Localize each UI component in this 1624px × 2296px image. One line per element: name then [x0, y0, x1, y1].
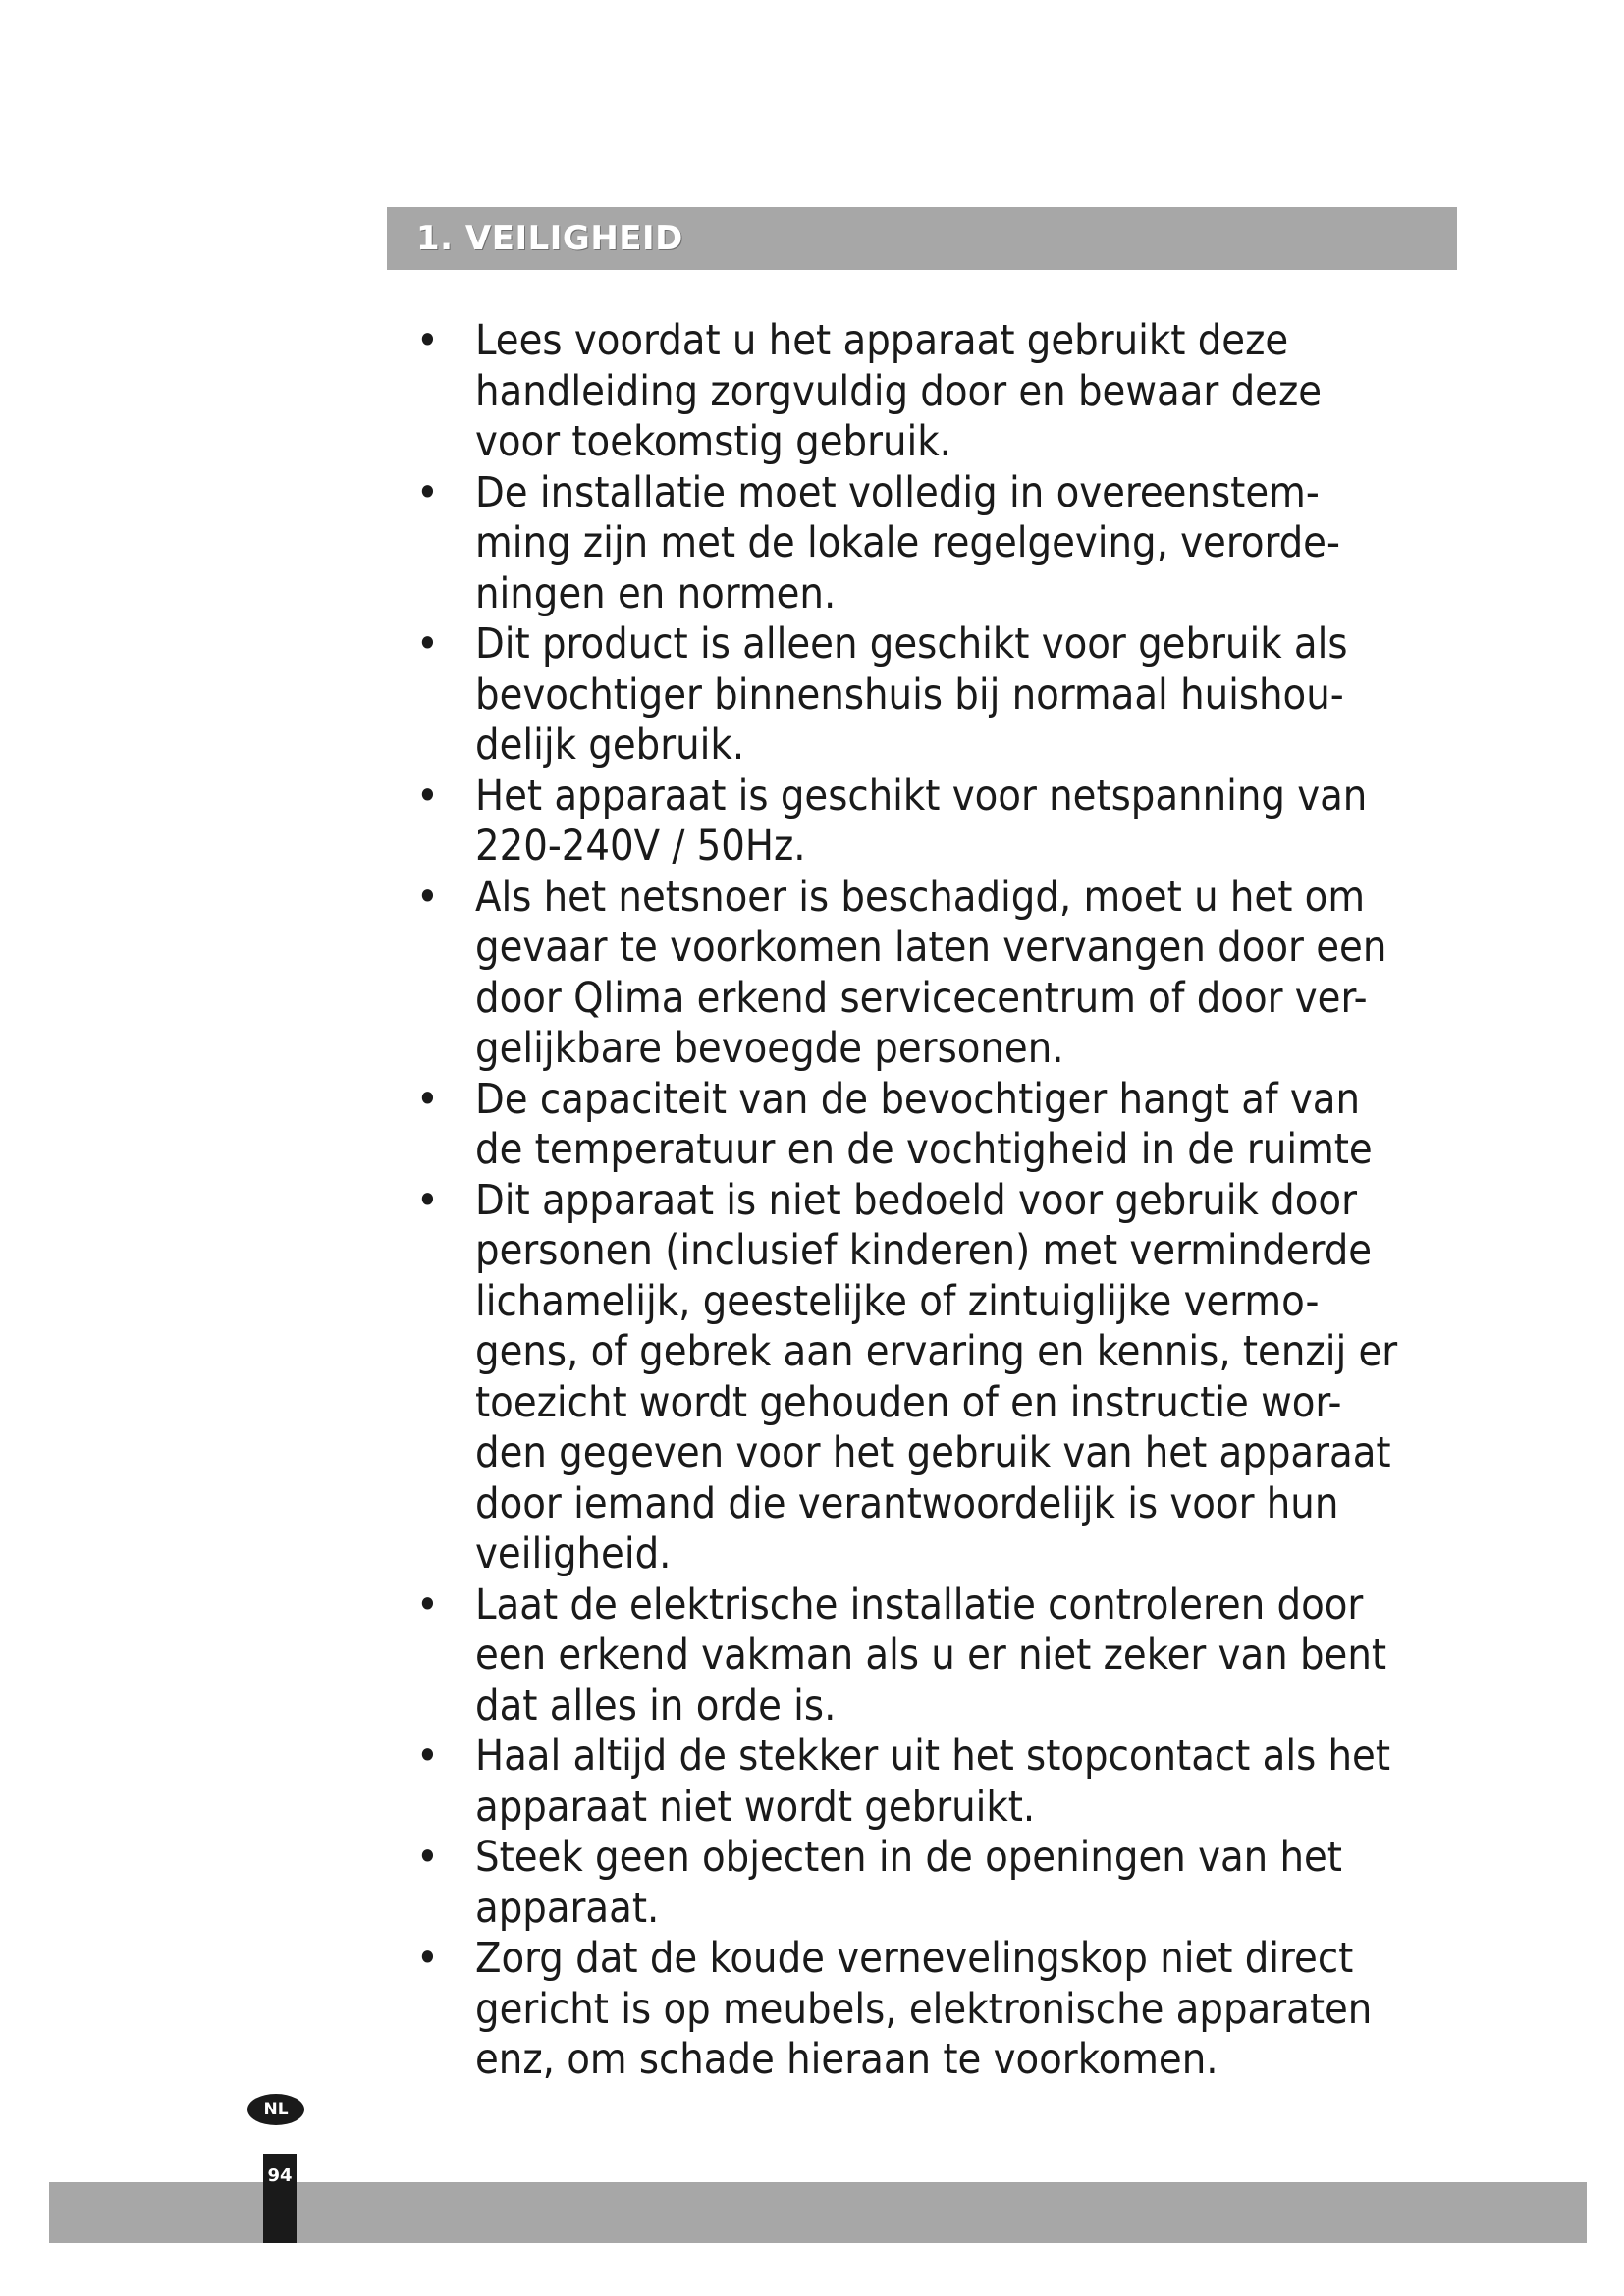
bullet-icon: • [416, 1074, 439, 1124]
list-item [406, 619, 1473, 772]
list-item [406, 1580, 1473, 1733]
list-item [406, 1176, 1473, 1580]
list-item [406, 873, 1473, 1075]
bullet-icon: • [416, 1579, 439, 1629]
language-badge: NL [247, 2094, 304, 2125]
list-item-text: Laat de elektrische installatie controleren door een erkend vakman als u er niet zeker van bent dat alles in orde is. [475, 1579, 1387, 1731]
list-item [406, 1934, 1473, 2086]
list-item-text: Als het netsnoer is beschadigd, moet u het om gevaar te voorkomen laten vervangen door een door Qlima erkend servicecentrum of door ver- gelijkbare bevoegde personen. [475, 872, 1387, 1073]
list-item-text: Lees voordat u het apparaat gebruikt deze handleiding zorgvuldig door en bewaar deze voor toekomstig gebruik. [475, 316, 1323, 466]
bullet-icon: • [416, 1175, 439, 1225]
bullet-icon: • [416, 1833, 439, 1882]
list-item-text: Dit apparaat is niet bedoeld voor gebruik door personen (inclusief kinderen) met verminderde lichamelijk, geestelijke of zintuiglijke vermo- gens, of gebrek aan ervaring en kennis, tenzij er toezicht wordt gehouden of en instructie wor- den gegeven voor het gebruik van het apparaat door iemand die verantwoordelijk is voor hun veiligheid. [475, 1175, 1398, 1578]
bullet-icon: • [416, 619, 439, 668]
list-item-text: De installatie moet volledig in overeenstem- ming zijn met de lokale regelgeving, verorde- ningen en normen. [475, 467, 1340, 618]
safety-list [406, 316, 1473, 2086]
list-item [406, 316, 1473, 468]
list-item-text: Zorg dat de koude vernevelingskop niet direct gericht is op meubels, elektronische apparaten enz, om schade hieraan te voorkomen. [475, 1934, 1373, 2084]
bullet-icon: • [416, 467, 439, 517]
page-number: 94 [263, 2154, 297, 2243]
list-item [406, 772, 1473, 873]
list-item-text: Het apparaat is geschikt voor netspanning van 220-240V / 50Hz. [475, 771, 1368, 871]
list-item [406, 1833, 1473, 1934]
list-item-text: Haal altijd de stekker uit het stopcontact als het apparaat niet wordt gebruikt. [475, 1732, 1390, 1832]
list-item-text: De capaciteit van de bevochtiger hangt af van de temperatuur en de vochtigheid in de ruimte [475, 1074, 1373, 1174]
bullet-icon: • [416, 1934, 439, 1983]
section-title: 1. VEILIGHEID [416, 219, 683, 258]
bullet-icon: • [416, 316, 439, 365]
list-item [406, 1075, 1473, 1176]
list-item-text: Dit product is alleen geschikt voor gebruik als bevochtiger binnenshuis bij normaal huishou- delijk gebruik. [475, 619, 1348, 770]
list-item-text: Steek geen objecten in de openingen van het apparaat. [475, 1833, 1342, 1933]
list-item [406, 468, 1473, 620]
list-item [406, 1732, 1473, 1833]
bullet-icon: • [416, 872, 439, 922]
section-header [387, 207, 1457, 270]
bullet-icon: • [416, 771, 439, 821]
bullet-icon: • [416, 1732, 439, 1781]
